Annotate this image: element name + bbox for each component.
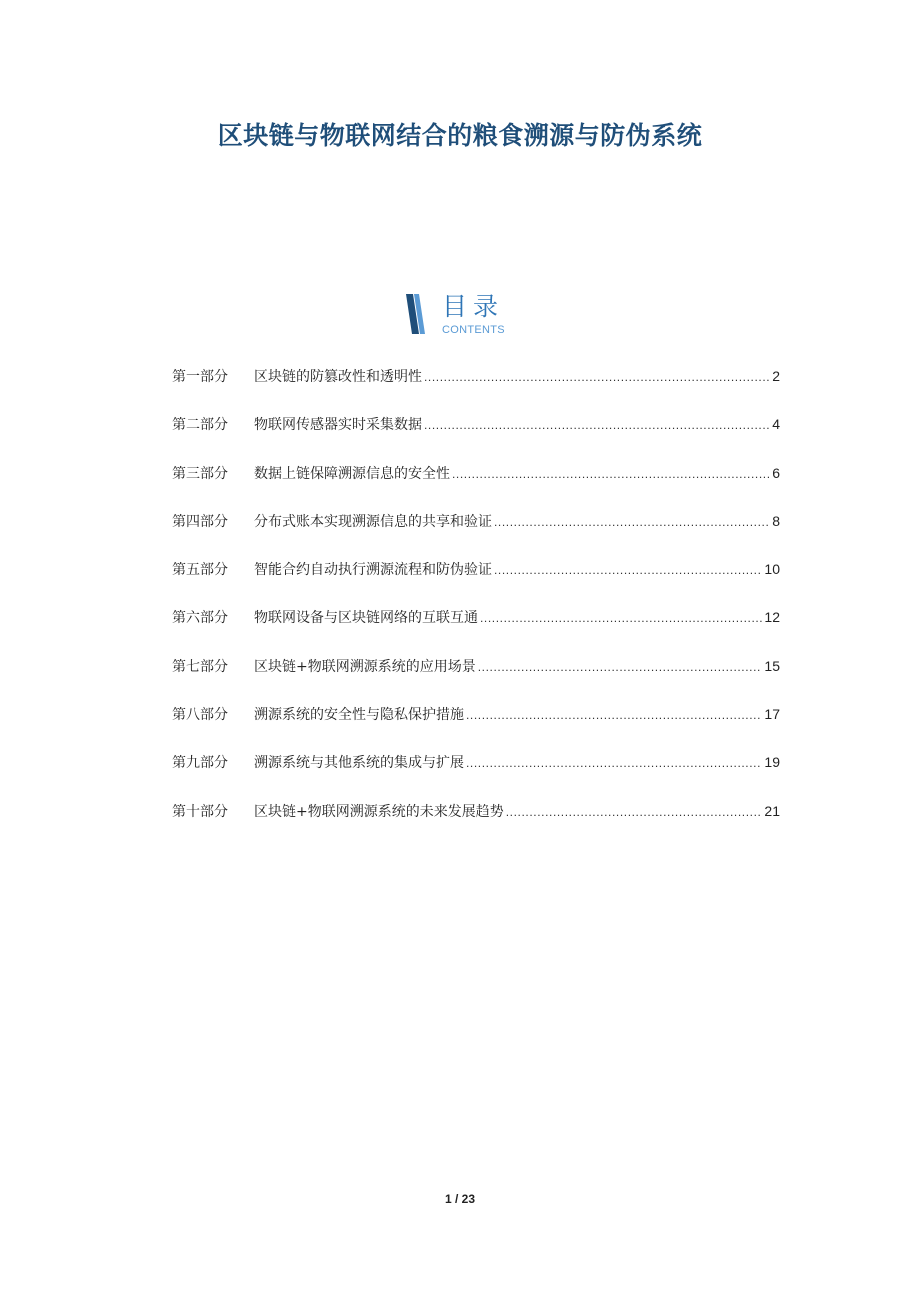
toc-leader-dots: [494, 560, 762, 580]
toc-entry[interactable]: [172, 366, 780, 414]
toc-entry-title: 溯源系统与其他系统的集成与扩展: [254, 755, 464, 772]
toc-entry-page: 8: [772, 512, 780, 529]
toc-entry-page: 4: [772, 416, 780, 433]
toc-leader-dots: [466, 753, 762, 773]
toc-entry[interactable]: [172, 801, 780, 849]
toc-entry-page: 17: [764, 706, 780, 723]
toc-entry-title: 数据上链保障溯源信息的安全性: [254, 465, 450, 482]
toc-entry-title: 区块链+物联网溯源系统的未来发展趋势: [254, 803, 504, 820]
toc-entry-title: 物联网传感器实时采集数据: [254, 417, 422, 434]
toc-entry-part: 第四部分: [172, 513, 228, 530]
toc-entry[interactable]: [172, 607, 780, 655]
toc-entry-title: 溯源系统的安全性与隐私保护措施: [254, 707, 464, 724]
toc-entry[interactable]: [172, 656, 780, 704]
toc-leader-dots: [466, 705, 762, 725]
toc-entry-title: 区块链的防篡改性和透明性: [254, 369, 422, 385]
toc-entry-title: 区块链+物联网溯源系统的应用场景: [254, 658, 476, 675]
toc-entry[interactable]: [172, 463, 780, 511]
toc-entry-page: 2: [772, 368, 780, 384]
toc-entry-part: 第三部分: [172, 465, 228, 482]
document-title: 区块链与物联网结合的粮食溯源与防伪系统: [217, 121, 703, 150]
toc-entry-part: 第七部分: [172, 658, 228, 675]
toc-entry[interactable]: [172, 752, 780, 800]
toc-leader-dots: [506, 802, 763, 822]
toc-entry-part: 第十部分: [172, 803, 228, 820]
toc-leader-dots: [494, 512, 770, 532]
toc-leader-dots: [424, 367, 770, 387]
toc-entry-part: 第二部分: [172, 417, 228, 434]
toc-header: [404, 292, 534, 340]
toc-entry-part: 第八部分: [172, 707, 228, 724]
toc-leader-dots: [478, 657, 763, 677]
toc-entry[interactable]: [172, 511, 780, 559]
toc-entry-page: 10: [764, 561, 780, 578]
contents-logo-icon: [404, 294, 428, 334]
toc-entry-part: 第五部分: [172, 562, 228, 579]
toc-entry-page: 12: [764, 609, 780, 626]
toc-entry-part: 第六部分: [172, 610, 228, 627]
toc-entry-title: 分布式账本实现溯源信息的共享和验证: [254, 513, 492, 530]
toc-entry-part: 第九部分: [172, 755, 228, 772]
toc-entry[interactable]: [172, 414, 780, 462]
toc-list: [172, 366, 780, 849]
page-number: 1 / 23: [444, 1192, 476, 1206]
toc-entry[interactable]: [172, 559, 780, 607]
toc-entry-title: 物联网设备与区块链网络的互联互通: [254, 610, 478, 627]
toc-entry-page: 19: [764, 754, 780, 771]
toc-entry-page: 21: [764, 802, 780, 819]
toc-leader-dots: [480, 608, 762, 628]
toc-entry-page: 15: [764, 657, 780, 674]
toc-leader-dots: [424, 415, 770, 435]
toc-heading: 目录: [442, 292, 505, 321]
toc-entry-page: 6: [772, 464, 780, 481]
toc-leader-dots: [452, 464, 770, 484]
toc-entry-part: 第一部分: [172, 369, 228, 385]
toc-entry[interactable]: [172, 704, 780, 752]
toc-subheading: CONTENTS: [442, 324, 505, 336]
toc-entry-title: 智能合约自动执行溯源流程和防伪验证: [254, 562, 492, 579]
